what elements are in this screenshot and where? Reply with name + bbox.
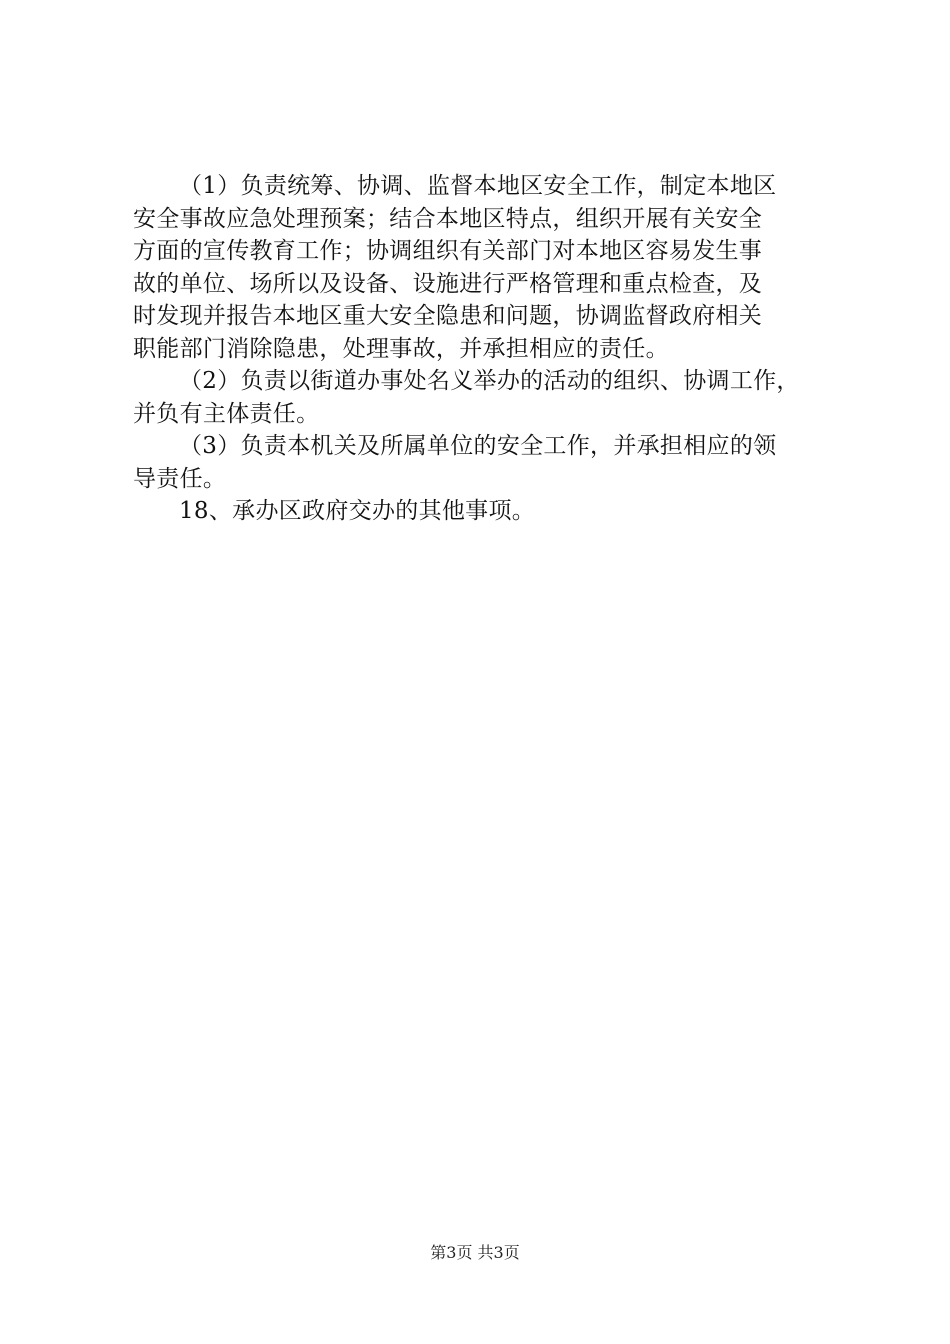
paragraph-3-line-2: 导责任。: [133, 465, 227, 492]
paragraph-4-line-1: 18、承办区政府交办的其他事项。: [179, 498, 536, 524]
paragraph-1-line-5: 时发现并报告本地区重大安全隐患和问题，协调监督政府相关: [133, 303, 763, 329]
paragraph-1-line-6: 职能部门消除隐患，处理事故，并承担相应的责任。: [133, 335, 669, 362]
paragraph-1-line-2: 安全事故应急处理预案；结合本地区特点，组织开展有关安全: [133, 205, 763, 232]
paragraph-2-line-2: 并负有主体责任。: [133, 400, 320, 427]
paragraph-1-line-4: 故的单位、场所以及设备、设施进行严格管理和重点检查，及: [133, 270, 763, 297]
document-body: [133, 170, 833, 528]
paragraph-1-line-3: 方面的宣传教育工作；协调组织有关部门对本地区容易发生事: [133, 238, 763, 264]
paragraph-1-line-1: （1）负责统筹、协调、监督本地区安全工作，制定本地区: [179, 173, 777, 199]
page-footer: 第3页 共3页: [430, 1243, 520, 1262]
paragraph-2-line-1: （2）负责以街道办事处名义举办的活动的组织、协调工作，: [179, 368, 800, 394]
paragraph-3-line-1: （3）负责本机关及所属单位的安全工作，并承担相应的领: [179, 433, 777, 459]
